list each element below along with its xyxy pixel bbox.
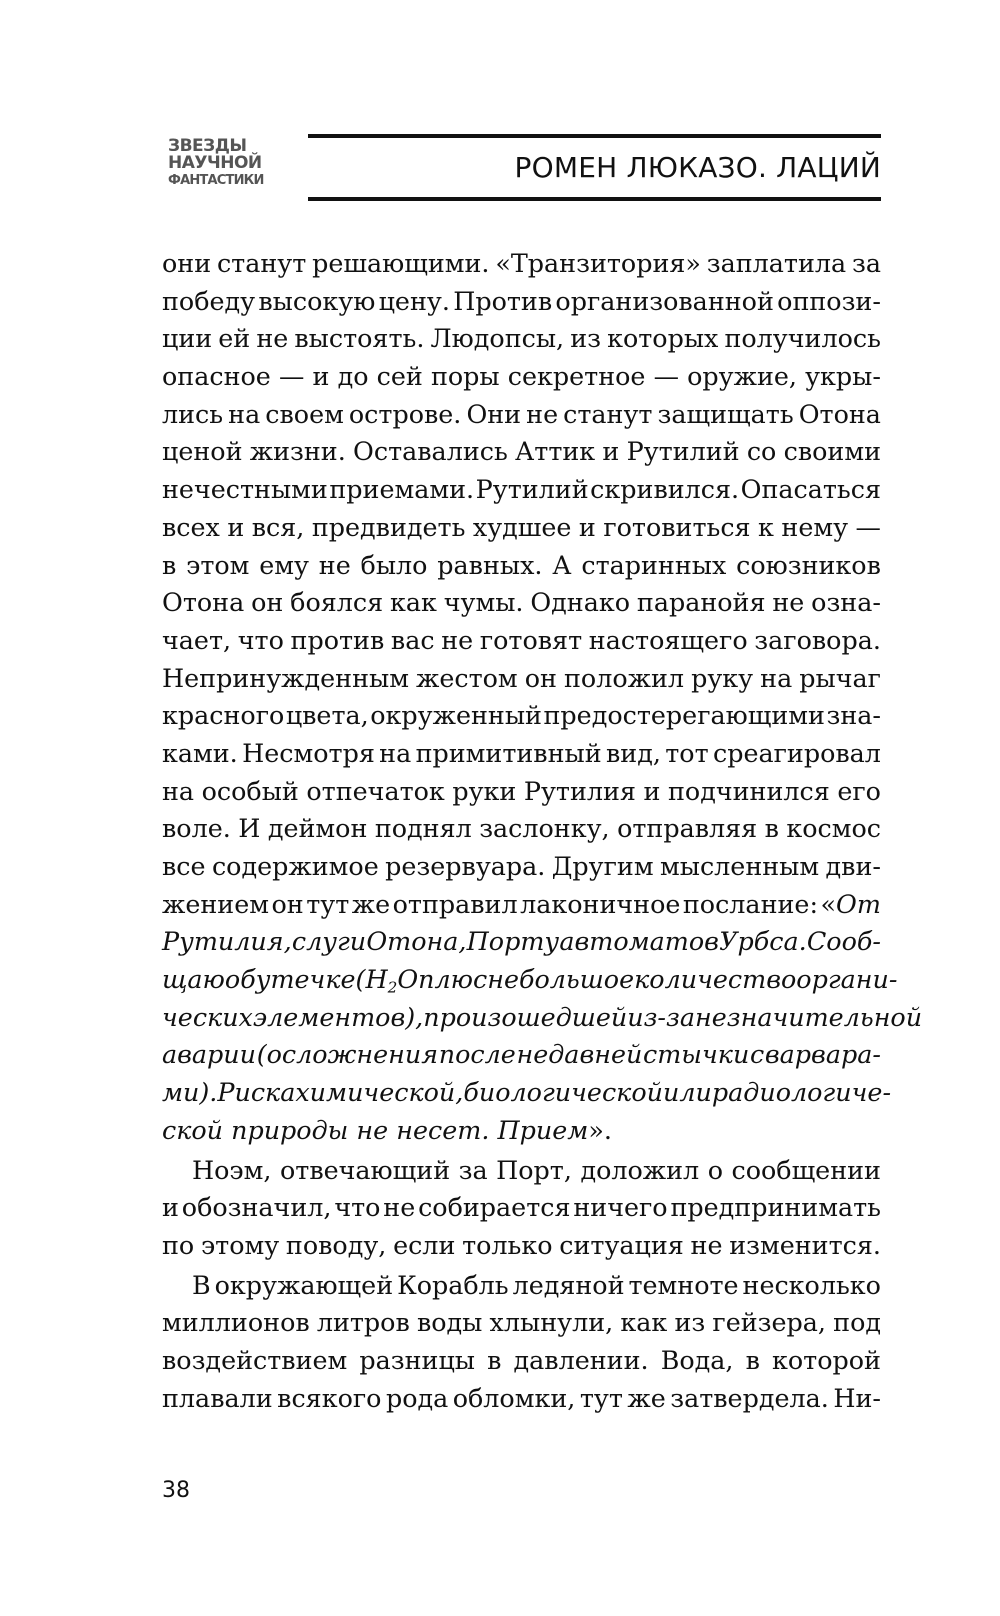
formula-line: щаю об утечке ($H_2O$ плюс небольшое количество органи- <box>162 964 898 997</box>
running-head: РОМЕН ЛЮКАЗО. ЛАЦИЙ <box>514 151 881 184</box>
text-line: воле. И деймон поднял заслонку, отправляя в космос <box>162 813 881 844</box>
text-line: по этому поводу, если только ситуация не изменится. <box>162 1229 881 1260</box>
mixed-line: жением он тут же отправил лаконичное послание: «От <box>162 888 881 919</box>
header-rule-bottom <box>308 197 881 201</box>
logo-line-1: ЗВЕЗДЫ <box>168 136 247 156</box>
text-line: ции ей не выстоять. Людопсы, из которых получилось <box>162 323 881 354</box>
text-line: Рутилия, слуги Отона, Порту автоматов Урбса. Сооб- <box>162 926 881 957</box>
paragraph-2 <box>162 1152 881 1265</box>
text-line: победу высокую цену. Против организованной оппози- <box>162 285 881 316</box>
series-logo <box>168 138 272 196</box>
text-line: на особый отпечаток руки Рутилия и подчинился его <box>162 775 881 806</box>
text-line: чает, что против вас не готовят настоящего заговора. <box>162 624 881 655</box>
text-line: миллионов литров воды хлынули, как из гейзера, под <box>162 1307 881 1338</box>
text-line: всех и вся, предвидеть худшее и готовиться к нему — <box>162 511 881 542</box>
text-line: воздействием разницы в давлении. Вода, в которой <box>162 1344 881 1375</box>
page-number: 38 <box>162 1478 190 1503</box>
text-line: опасное — и до сей поры секретное — оружие, укры- <box>162 361 881 392</box>
logo-line-3: ФАНТАСТИКИ <box>168 173 264 188</box>
text-line: и обозначил, что не собирается ничего предпринимать <box>162 1192 881 1223</box>
text-line: ценой жизни. Оставались Аттик и Рутилий со своими <box>162 436 881 467</box>
logo-line-2: НАУЧНОЙ <box>168 153 262 173</box>
text-line: Отона он боялся как чумы. Однако паранойя не озна- <box>162 587 881 618</box>
text-line: нечестными приемами. Рутилий скривился. Опасаться <box>162 474 881 505</box>
header-rule-top <box>308 134 881 138</box>
text-line: красного цвета, окруженный предостерегающими зна- <box>162 700 881 731</box>
paragraph-1 <box>162 245 881 886</box>
text-line: они станут решающими. «Транзитория» заплатила за <box>162 248 881 278</box>
quote-end-italic: ской природы не несет. Прием <box>162 1114 589 1145</box>
body-text <box>162 245 923 1417</box>
text-line: ми). Риска химической, биологической или радиологиче- <box>162 1077 892 1108</box>
text-line: В окружающей Корабль ледяной темноте несколько <box>192 1269 881 1300</box>
text-line: ками. Несмотря на примитивный вид, тот среагировал <box>162 737 881 768</box>
italic-block-1 <box>162 923 881 961</box>
text-line: ческих элементов), произошедшей из-за незначительной <box>162 1001 923 1032</box>
text-line: плавали всякого рода обломки, тут же затвердела. Ни- <box>162 1382 881 1413</box>
text-line: Непринужденным жестом он положил руку на рычаг <box>162 662 881 693</box>
quote-end-mark: ». <box>588 1114 612 1145</box>
text-line: в этом ему не было равных. А старинных союзников <box>162 549 881 580</box>
italic-block-2 <box>162 999 923 1112</box>
text-line: Ноэм, отвечающий за Порт, доложил о сообщении <box>192 1154 881 1185</box>
paragraph-3 <box>162 1267 881 1418</box>
text-line: лись на своем острове. Они не станут защищать Отона <box>162 398 881 429</box>
text-line: все содержимое резервуара. Другим мысленным дви- <box>162 851 881 881</box>
quote-end-line <box>162 1112 881 1150</box>
text-line: аварии (осложнения после недавней стычки с варвара- <box>162 1039 881 1070</box>
